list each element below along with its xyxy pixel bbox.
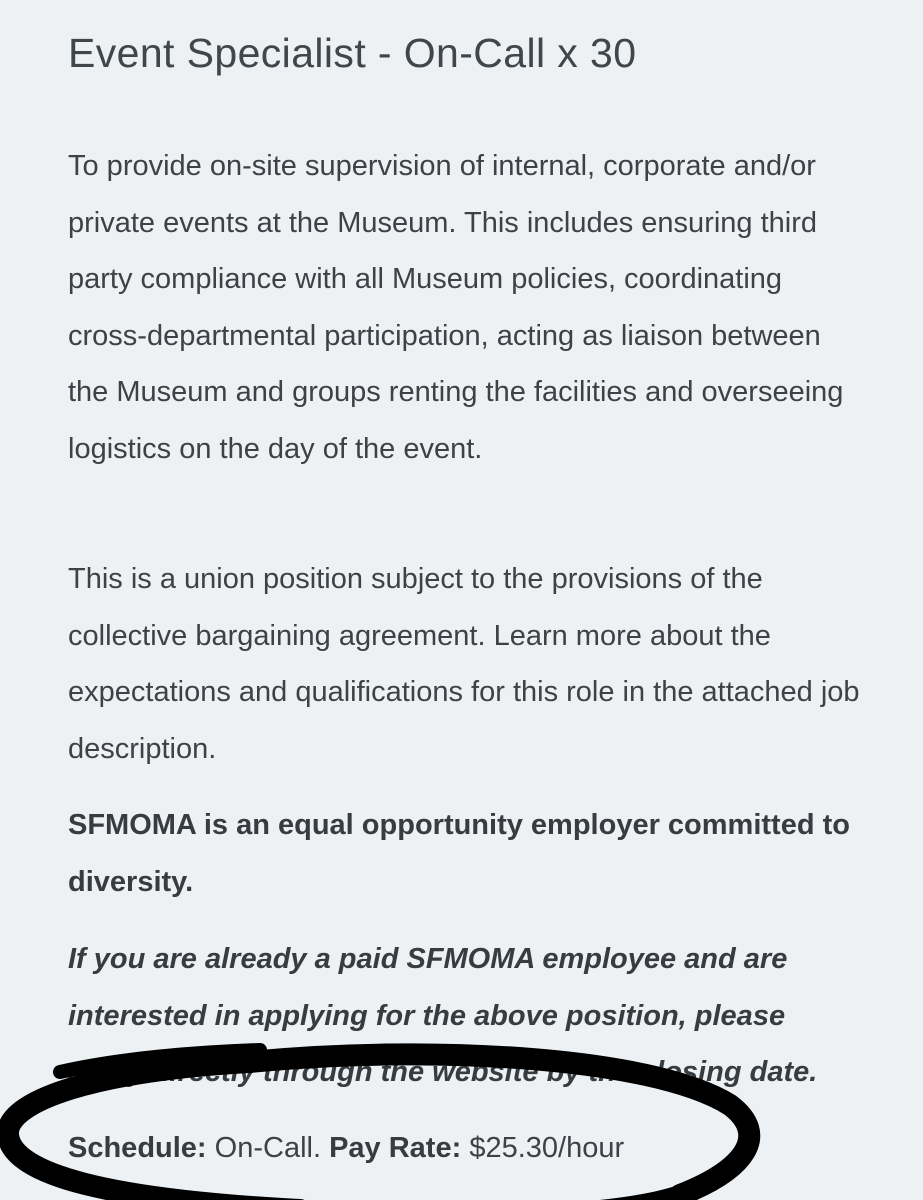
pay-rate-label: Pay Rate: xyxy=(329,1132,462,1164)
ellipse-stroke-bottom xyxy=(300,1195,680,1200)
schedule-label: Schedule: xyxy=(68,1132,207,1164)
pay-rate-value: $25.30/hour xyxy=(469,1132,625,1164)
job-title: Event Specialist - On-Call x 30 xyxy=(68,30,637,76)
union-notice: This is a union position subject to the provisions of the collective bargaining agreement. Learn more about the expectations and qualifications for this role in the attached job description. xyxy=(68,563,860,765)
schedule-pay-line xyxy=(68,1120,624,1176)
equal-opportunity-statement: SFMOMA is an equal opportunity employer committed to diversity. xyxy=(68,809,850,898)
internal-applicants-note: If you are already a paid SFMOMA employee and are interested in applying for the above position, please apply directly through the website by the closing date. xyxy=(68,943,818,1088)
job-description: To provide on-site supervision of internal, corporate and/or private events at the Museum. This includes ensuring third party compliance with all Museum policies, coordinating cross-departmental participation, acting as liaison between the Museum and groups renting the facilities and overseeing logistics on the day of the event. xyxy=(68,150,844,465)
schedule-value: On-Call. xyxy=(214,1132,322,1164)
